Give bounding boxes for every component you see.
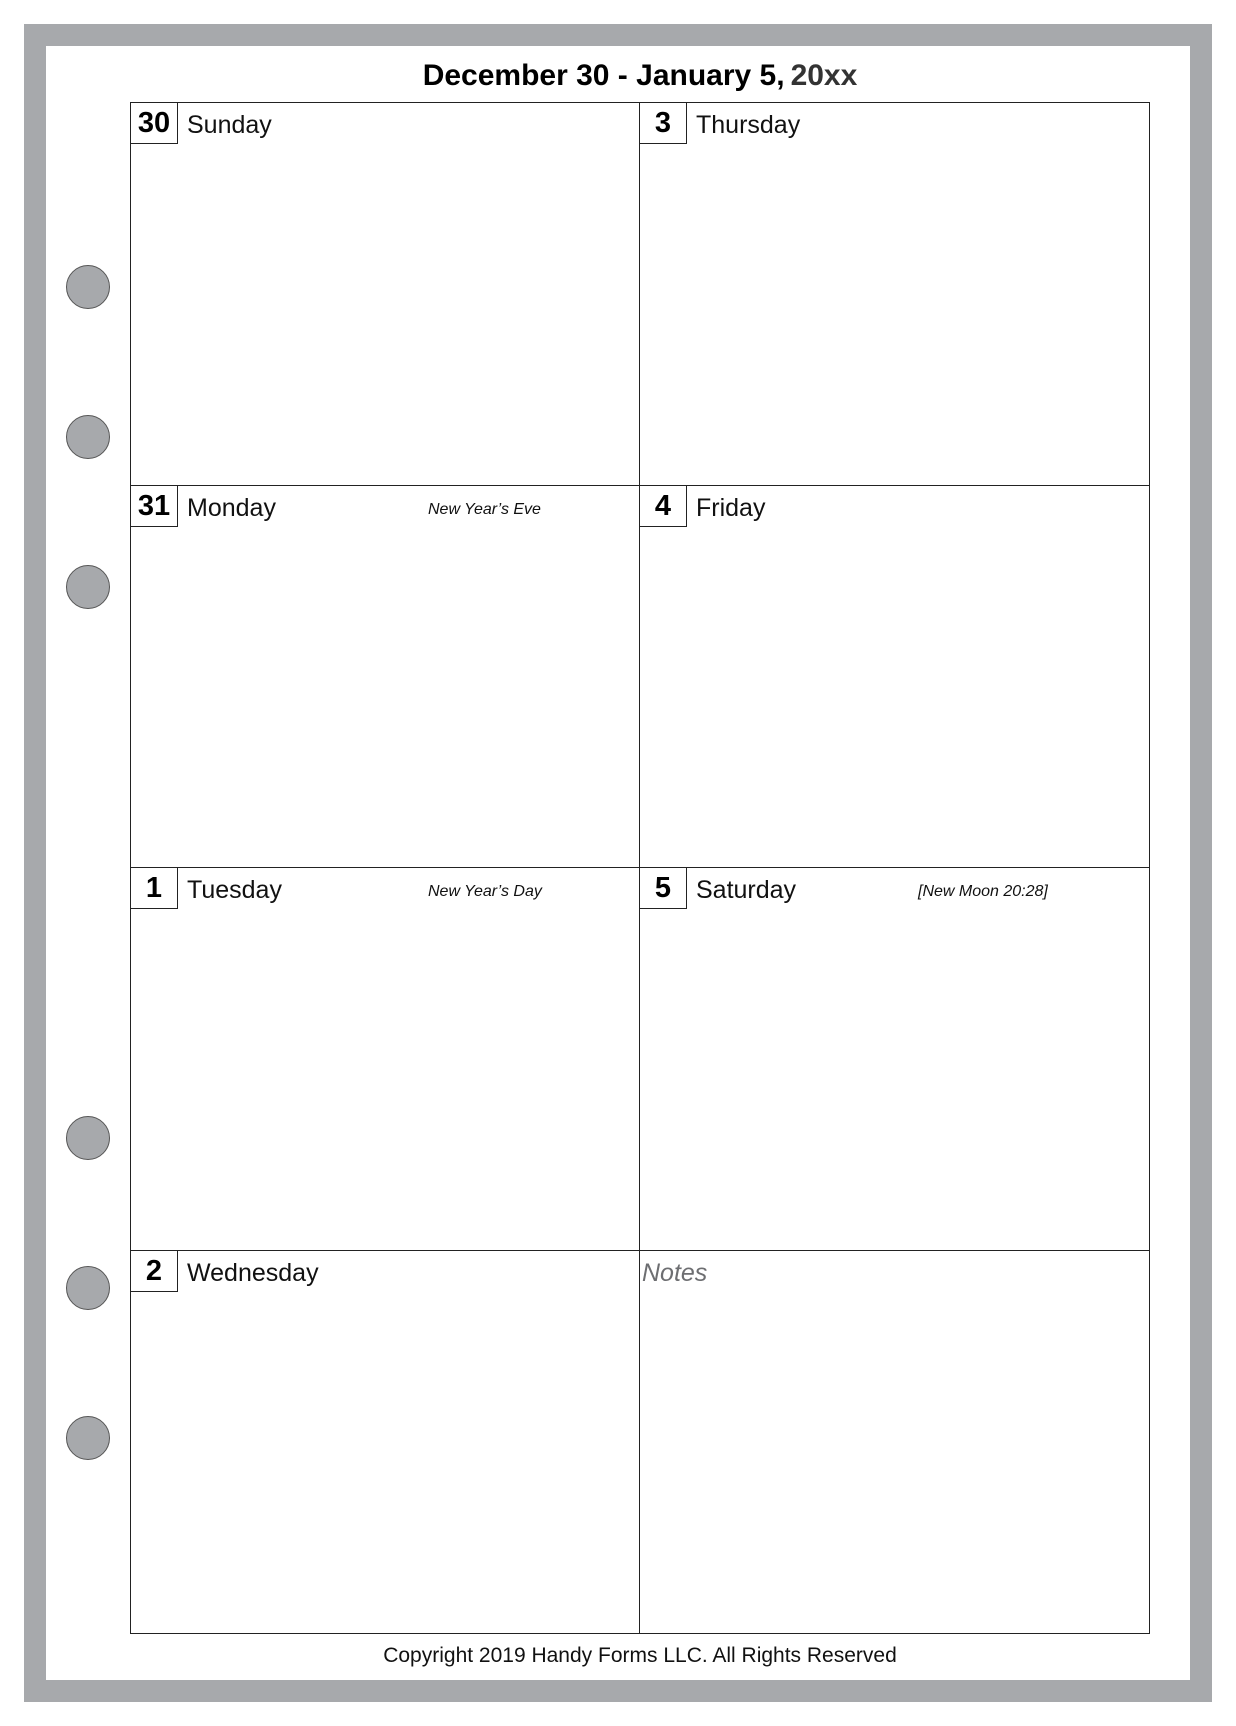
moon-phase-label: [New Moon 20:28]	[918, 883, 1048, 900]
week-range: December 30 - January 5,	[422, 59, 785, 92]
holiday-label: New Year’s Day	[428, 883, 542, 900]
day-cell-monday[interactable]	[131, 486, 640, 869]
day-cell-wednesday[interactable]	[131, 1251, 640, 1634]
week-grid	[130, 102, 1150, 1634]
week-year: 20xx	[790, 59, 858, 92]
binder-hole	[66, 415, 110, 459]
day-number: 31	[131, 486, 178, 527]
day-cell-tuesday[interactable]	[131, 868, 640, 1251]
day-name: Friday	[696, 493, 766, 522]
day-number: 4	[640, 486, 687, 527]
binder-hole	[66, 565, 110, 609]
day-name: Wednesday	[187, 1258, 319, 1287]
week-title	[130, 56, 1150, 96]
day-name: Sunday	[187, 111, 272, 139]
holiday-label: New Year’s Eve	[428, 500, 541, 518]
day-number: 3	[640, 103, 687, 144]
day-name: Thursday	[696, 111, 801, 139]
binder-hole	[66, 265, 110, 309]
day-number: 5	[640, 868, 687, 909]
day-name: Tuesday	[187, 876, 282, 904]
day-name: Saturday	[696, 876, 797, 904]
notes-label: Notes	[642, 1258, 708, 1287]
binder-hole	[66, 1266, 110, 1310]
binder-hole	[66, 1116, 110, 1160]
day-cell-friday[interactable]	[640, 486, 1149, 869]
day-name: Monday	[187, 493, 276, 522]
day-number: 1	[131, 868, 178, 909]
day-cell-thursday[interactable]	[640, 103, 1149, 486]
binder-hole	[66, 1416, 110, 1460]
day-number: 30	[131, 103, 178, 144]
day-cell-saturday[interactable]	[640, 868, 1149, 1251]
day-cell-sunday[interactable]	[131, 103, 640, 486]
day-number: 2	[131, 1251, 178, 1292]
copyright-footer: Copyright 2019 Handy Forms LLC. All Rights Reserved	[383, 1644, 897, 1667]
notes-cell[interactable]	[640, 1251, 1149, 1634]
